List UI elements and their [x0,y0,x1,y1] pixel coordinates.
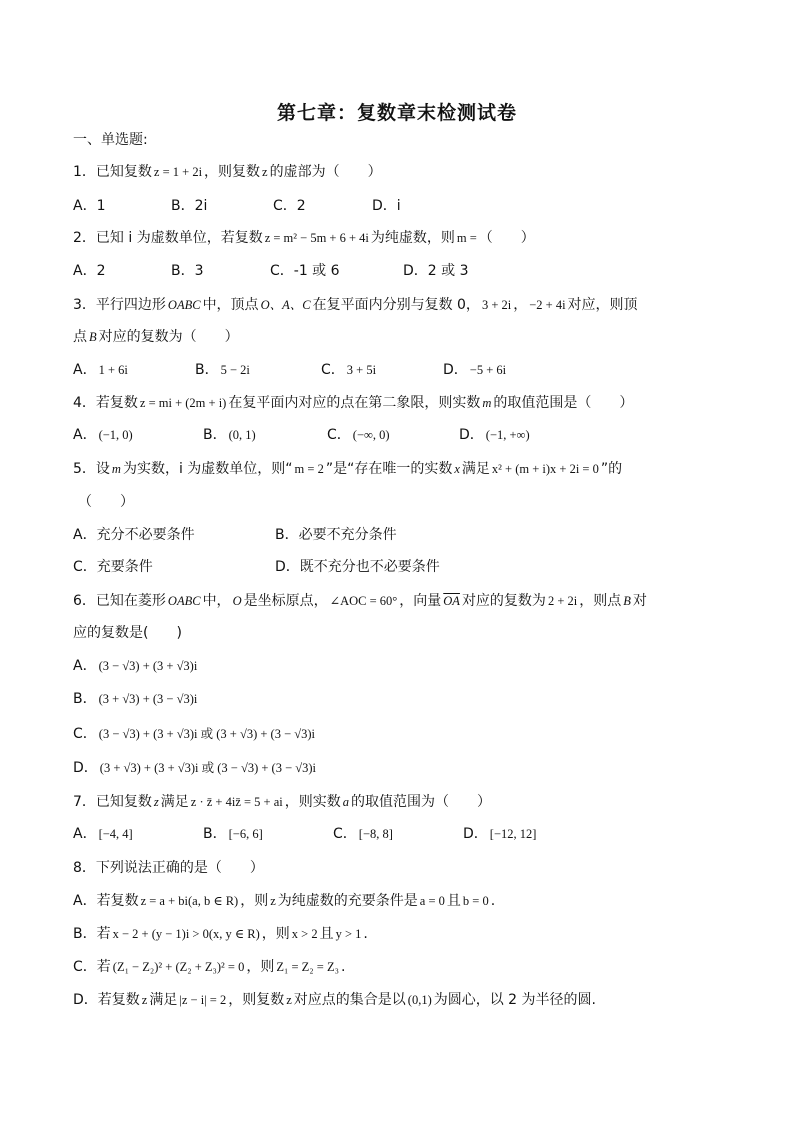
q8-option-c: C．若 (Z₁ − Z₂)² + (Z₂ + Z₃)² = 0 ，则 Z₁ = Z₂ = Z₃ . [73,959,346,975]
q4-option-c: C． (−∞, 0) [327,427,390,443]
q3-math: −2 + 4i [529,298,566,312]
q1-text: 的虚部为（ ） [269,164,382,180]
q7-option-a: A． [−4, 4] [73,826,133,842]
q3-option-c: C． 3 + 5i [321,362,377,378]
q1-math: z [262,165,268,179]
q7-math: z [153,795,159,809]
q6-text: 对应的复数为 [461,593,546,609]
q3-text: ， [513,297,528,313]
q7-math: z · z̄ + 4iz̄ = 5 + ai [190,795,283,809]
q4-option-a: A． (−1, 0) [73,427,133,443]
q6-text: 中， [202,593,231,609]
q6-text: ，向量 [399,593,442,609]
q3-math: 3 + 2i [481,298,512,312]
q1-stem [73,163,382,181]
q3-stem-line1 [73,296,638,314]
q1-text: ，则复数 [204,164,261,180]
q6-option-b: B． (3 + √3) + (3 − √3)i [73,691,198,707]
q4-math: z = mi + (2m + i) [139,396,227,410]
q6-text: 对 [632,593,647,609]
q5-math: m = 2 [294,462,324,476]
q5-option-a: A．充分不必要条件 [73,527,195,543]
q1-option-c: C．2 [273,198,306,214]
q6-option-c: C． (3 − √3) + (3 + √3)i 或 (3 + √3) + (3 − √3)i [73,726,316,742]
q5-text: 5．设 [73,461,110,477]
q2-option-b: B．3 [171,263,204,279]
q8-stem: 8．下列说法正确的是（ ） [73,860,264,876]
q3-text: 点 [73,329,87,345]
q2-math: m = [456,231,477,245]
q3-option-a: A． 1 + 6i [73,362,128,378]
q2-math: z = m² − 5m + 6 + 4i [264,231,369,245]
q2-text: （ ） [478,230,535,246]
q8-option-d: D．若复数 z 满足 |z − i| = 2 ，则复数 z 对应点的集合是以 (0,1) 为圆心，以 2 为半径的圆. [73,992,596,1008]
q5-text: 满足 [461,461,490,477]
q4-option-d: D． (−1, +∞) [459,427,530,443]
q1-option-a: A．1 [73,198,106,214]
q5-option-d: D．既不充分也不必要条件 [275,559,440,575]
q6-math: O [232,594,242,608]
section-heading: 一、单选题: [73,132,148,148]
q4-stem [73,394,633,412]
q3-text: 在复平面内分别与复数 0， [312,297,480,313]
q5-text: ”的 [600,461,623,477]
q4-text: 在复平面内对应的点在第二象限，则实数 [228,395,481,411]
q4-text: 4．若复数 [73,395,138,411]
q6-vector-math: $\overline{OA}$ [443,594,460,608]
q5-math: m [111,462,121,476]
q3-text: 中，顶点 [202,297,259,313]
q2-option-a: A．2 [73,263,106,279]
q6-option-a: A． (3 − √3) + (3 + √3)i [73,658,198,674]
q1-math: z = 1 + 2i [153,165,203,179]
q6-math: 2 + 2i [547,594,578,608]
q6-math: OABC [167,594,201,608]
q8-option-b: B．若 x − 2 + (y − 1)i > 0(x, y ∈ R) ，则 x > 2 且 y > 1 . [73,926,368,942]
q6-text: 6．已知在菱形 [73,593,166,609]
q5-option-c: C．充要条件 [73,559,153,575]
q7-option-b: B． [−6, 6] [203,826,263,842]
q3-text: 对应，则顶 [567,297,638,313]
q7-text: 满足 [160,794,189,810]
q7-text: 的取值范围为（ ） [351,794,491,810]
q7-text: 7．已知复数 [73,794,152,810]
q5-option-b: B．必要不充分条件 [275,527,397,543]
q7-math: a [342,795,349,809]
q5-text: 为实数，i 为虚数单位，则“ [122,461,293,477]
q2-stem [73,229,535,247]
q6-option-d: D． (3 + √3) + (3 + √3)i 或 (3 − √3) + (3 − √3)i [73,760,317,776]
q2-option-d: D．2 或 3 [403,263,469,279]
q3-option-b: B． 5 − 2i [195,362,250,378]
q2-text: 为纯虚数，则 [370,230,455,246]
q4-option-b: B． (0, 1) [203,427,256,443]
page-title: 第七章：复数章末检测试卷 [276,102,517,124]
q6-math: ∠AOC = 60° [329,594,398,608]
q3-math: OABC [167,298,201,312]
q3-math: O、A、C [260,298,311,312]
q3-text: 3．平行四边形 [73,297,166,313]
q5-math: x² + (m + i)x + 2i = 0 [491,462,599,476]
q5-stem-line1 [73,460,622,478]
q1-text: 1．已知复数 [73,164,152,180]
q4-math: m [482,396,492,410]
q3-stem-line2 [73,328,239,346]
q6-stem-line2: 应的复数是( ) [73,625,182,641]
q3-math: B [89,330,97,344]
q6-math: B [623,594,631,608]
q4-text: 的取值范围是（ ） [493,395,634,411]
q1-option-d: D．i [372,198,401,214]
q7-option-d: D． [−12, 12] [463,826,537,842]
q7-stem [73,793,491,811]
q3-option-d: D． −5 + 6i [443,362,507,378]
q3-text: 对应的复数为（ ） [98,329,239,345]
q5-text: ”是“存在唯一的实数 [325,461,453,477]
q6-text: 是坐标原点， [243,593,328,609]
q1-option-b: B．2i [171,198,208,214]
q6-text: ，则点 [579,593,622,609]
q5-math: x [454,462,460,476]
q2-text: 2．已知 i 为虚数单位，若复数 [73,230,263,246]
q6-stem-line1 [73,592,647,610]
q2-option-c: C．-1 或 6 [270,263,340,279]
q7-text: ，则实数 [284,794,341,810]
q8-option-a: A．若复数 z = a + bi(a, b ∈ R) ，则 z 为纯虚数的充要条件是 a = 0 且 b = 0 . [73,893,496,909]
q7-option-c: C． [−8, 8] [333,826,393,842]
q5-stem-line2: （ ） [78,494,134,510]
